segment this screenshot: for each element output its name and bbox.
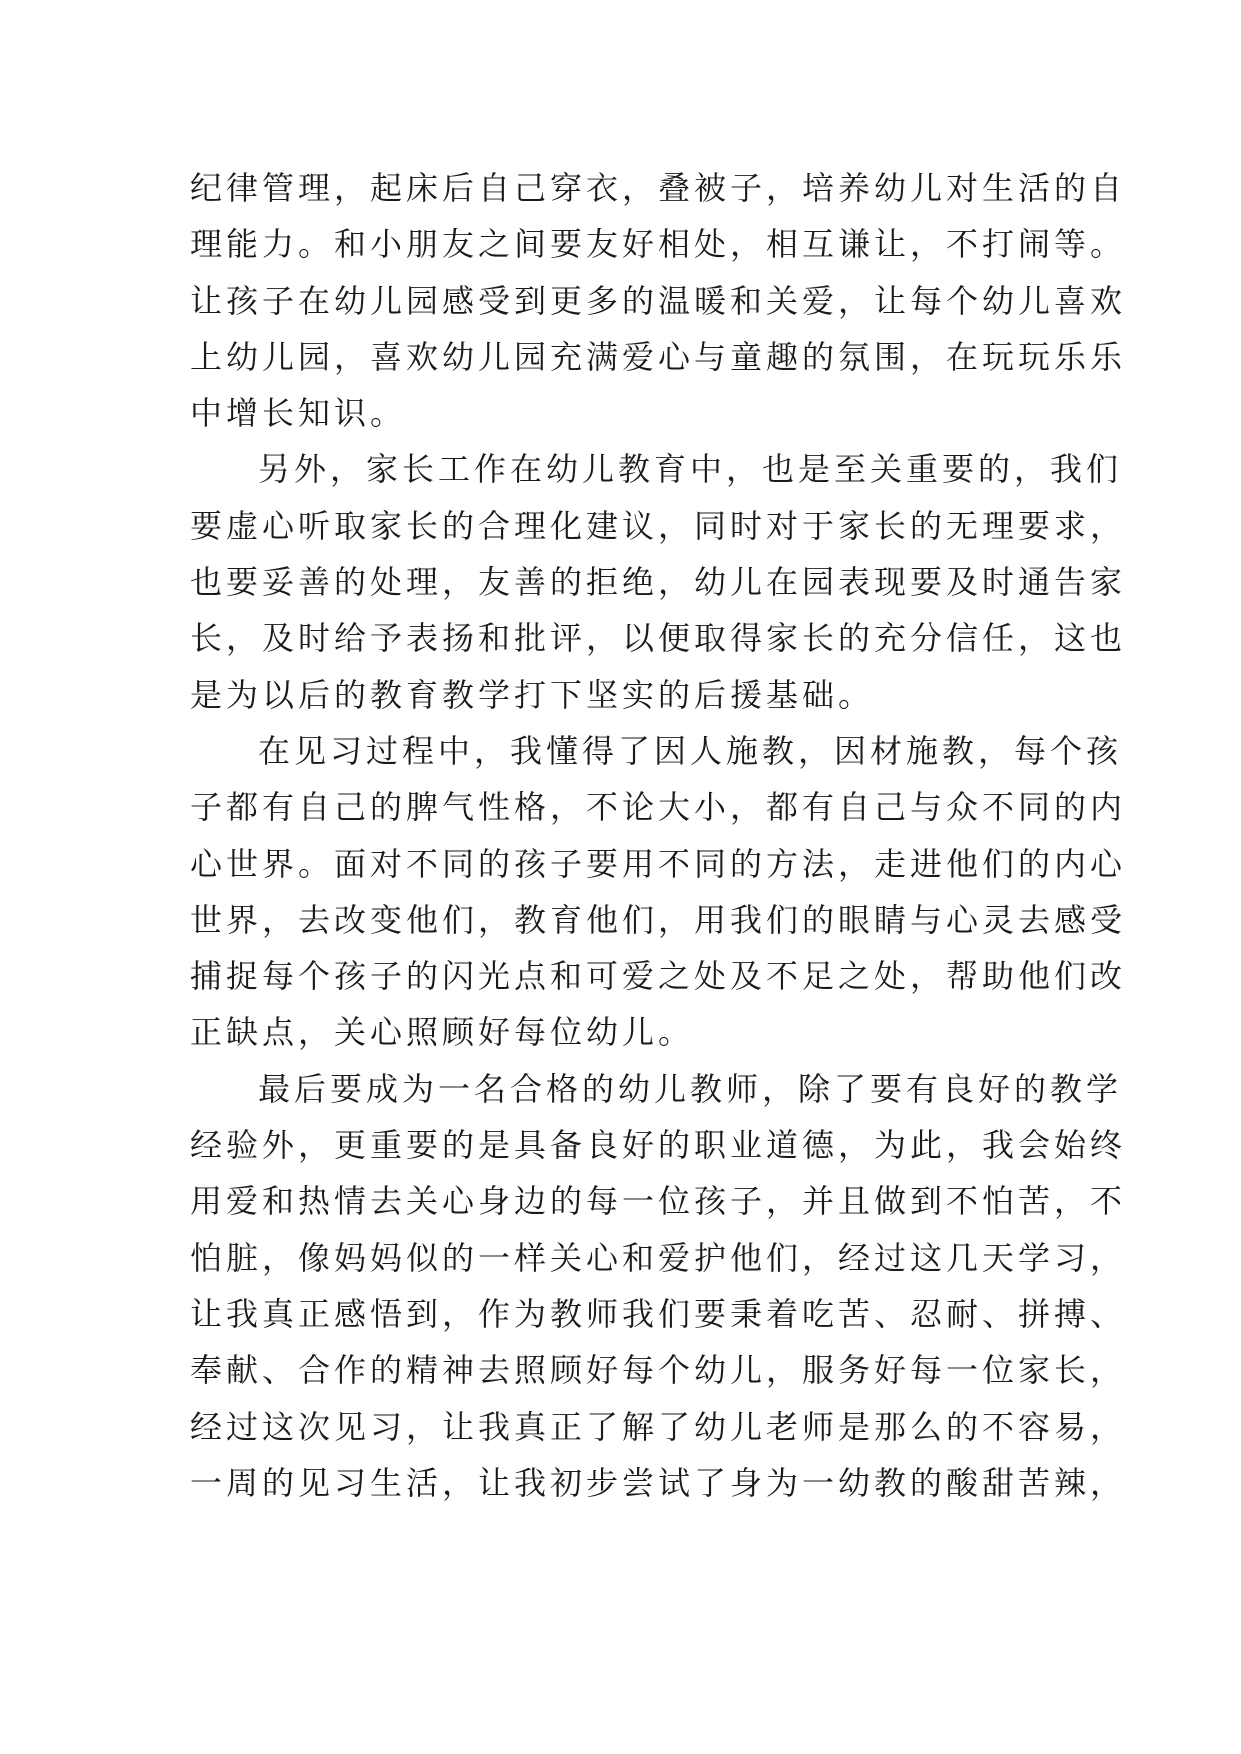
text-line: 经验外，更重要的是具备良好的职业道德，为此，我会始终 <box>190 1126 1127 1165</box>
text-line: 是为以后的教育教学打下坚实的后援基础。 <box>190 675 875 714</box>
text-line: 在见习过程中，我懂得了因人施教，因材施教，每个孩 <box>258 731 1123 770</box>
document-body <box>190 160 1127 1511</box>
text-line: 让我真正感悟到，作为教师我们要秉着吃苦、忍耐、拼搏、 <box>190 1294 1127 1333</box>
text-line: 也要妥善的处理，友善的拒绝，幼儿在园表现要及时通告家 <box>190 563 1127 602</box>
text-line: 正缺点，关心照顾好每位幼儿。 <box>190 1013 695 1052</box>
text-line: 中增长知识。 <box>190 394 407 433</box>
text-line: 要虚心听取家长的合理化建议，同时对于家长的无理要求， <box>190 506 1127 545</box>
text-line: 上幼儿园，喜欢幼儿园充满爱心与童趣的氛围，在玩玩乐乐 <box>190 337 1127 376</box>
text-line: 经过这次见习，让我真正了解了幼儿老师是那么的不容易， <box>190 1407 1127 1446</box>
text-line: 用爱和热情去关心身边的每一位孩子，并且做到不怕苦，不 <box>190 1182 1127 1221</box>
text-line: 长，及时给予表扬和批评，以便取得家长的充分信任，这也 <box>190 619 1127 658</box>
text-line: 奉献、合作的精神去照顾好每个幼儿，服务好每一位家长， <box>190 1351 1127 1390</box>
text-line: 心世界。面对不同的孩子要用不同的方法，走进他们的内心 <box>190 844 1127 883</box>
text-line: 最后要成为一名合格的幼儿教师，除了要有良好的教学 <box>258 1069 1123 1108</box>
text-line: 让孩子在幼儿园感受到更多的温暖和关爱，让每个幼儿喜欢 <box>190 281 1127 320</box>
text-line: 怕脏，像妈妈似的一样关心和爱护他们，经过这几天学习， <box>190 1238 1127 1277</box>
text-line: 捕捉每个孩子的闪光点和可爱之处及不足之处，帮助他们改 <box>190 957 1127 996</box>
text-line: 子都有自己的脾气性格，不论大小，都有自己与众不同的内 <box>190 788 1127 827</box>
text-line: 世界，去改变他们，教育他们，用我们的眼睛与心灵去感受 <box>190 900 1127 939</box>
text-line: 理能力。和小朋友之间要友好相处，相互谦让，不打闹等。 <box>190 225 1127 264</box>
text-line: 一周的见习生活，让我初步尝试了身为一幼教的酸甜苦辣， <box>190 1463 1127 1502</box>
text-line: 另外，家长工作在幼儿教育中，也是至关重要的，我们 <box>258 450 1123 489</box>
text-line: 纪律管理，起床后自己穿衣，叠被子，培养幼儿对生活的自 <box>190 169 1127 207</box>
